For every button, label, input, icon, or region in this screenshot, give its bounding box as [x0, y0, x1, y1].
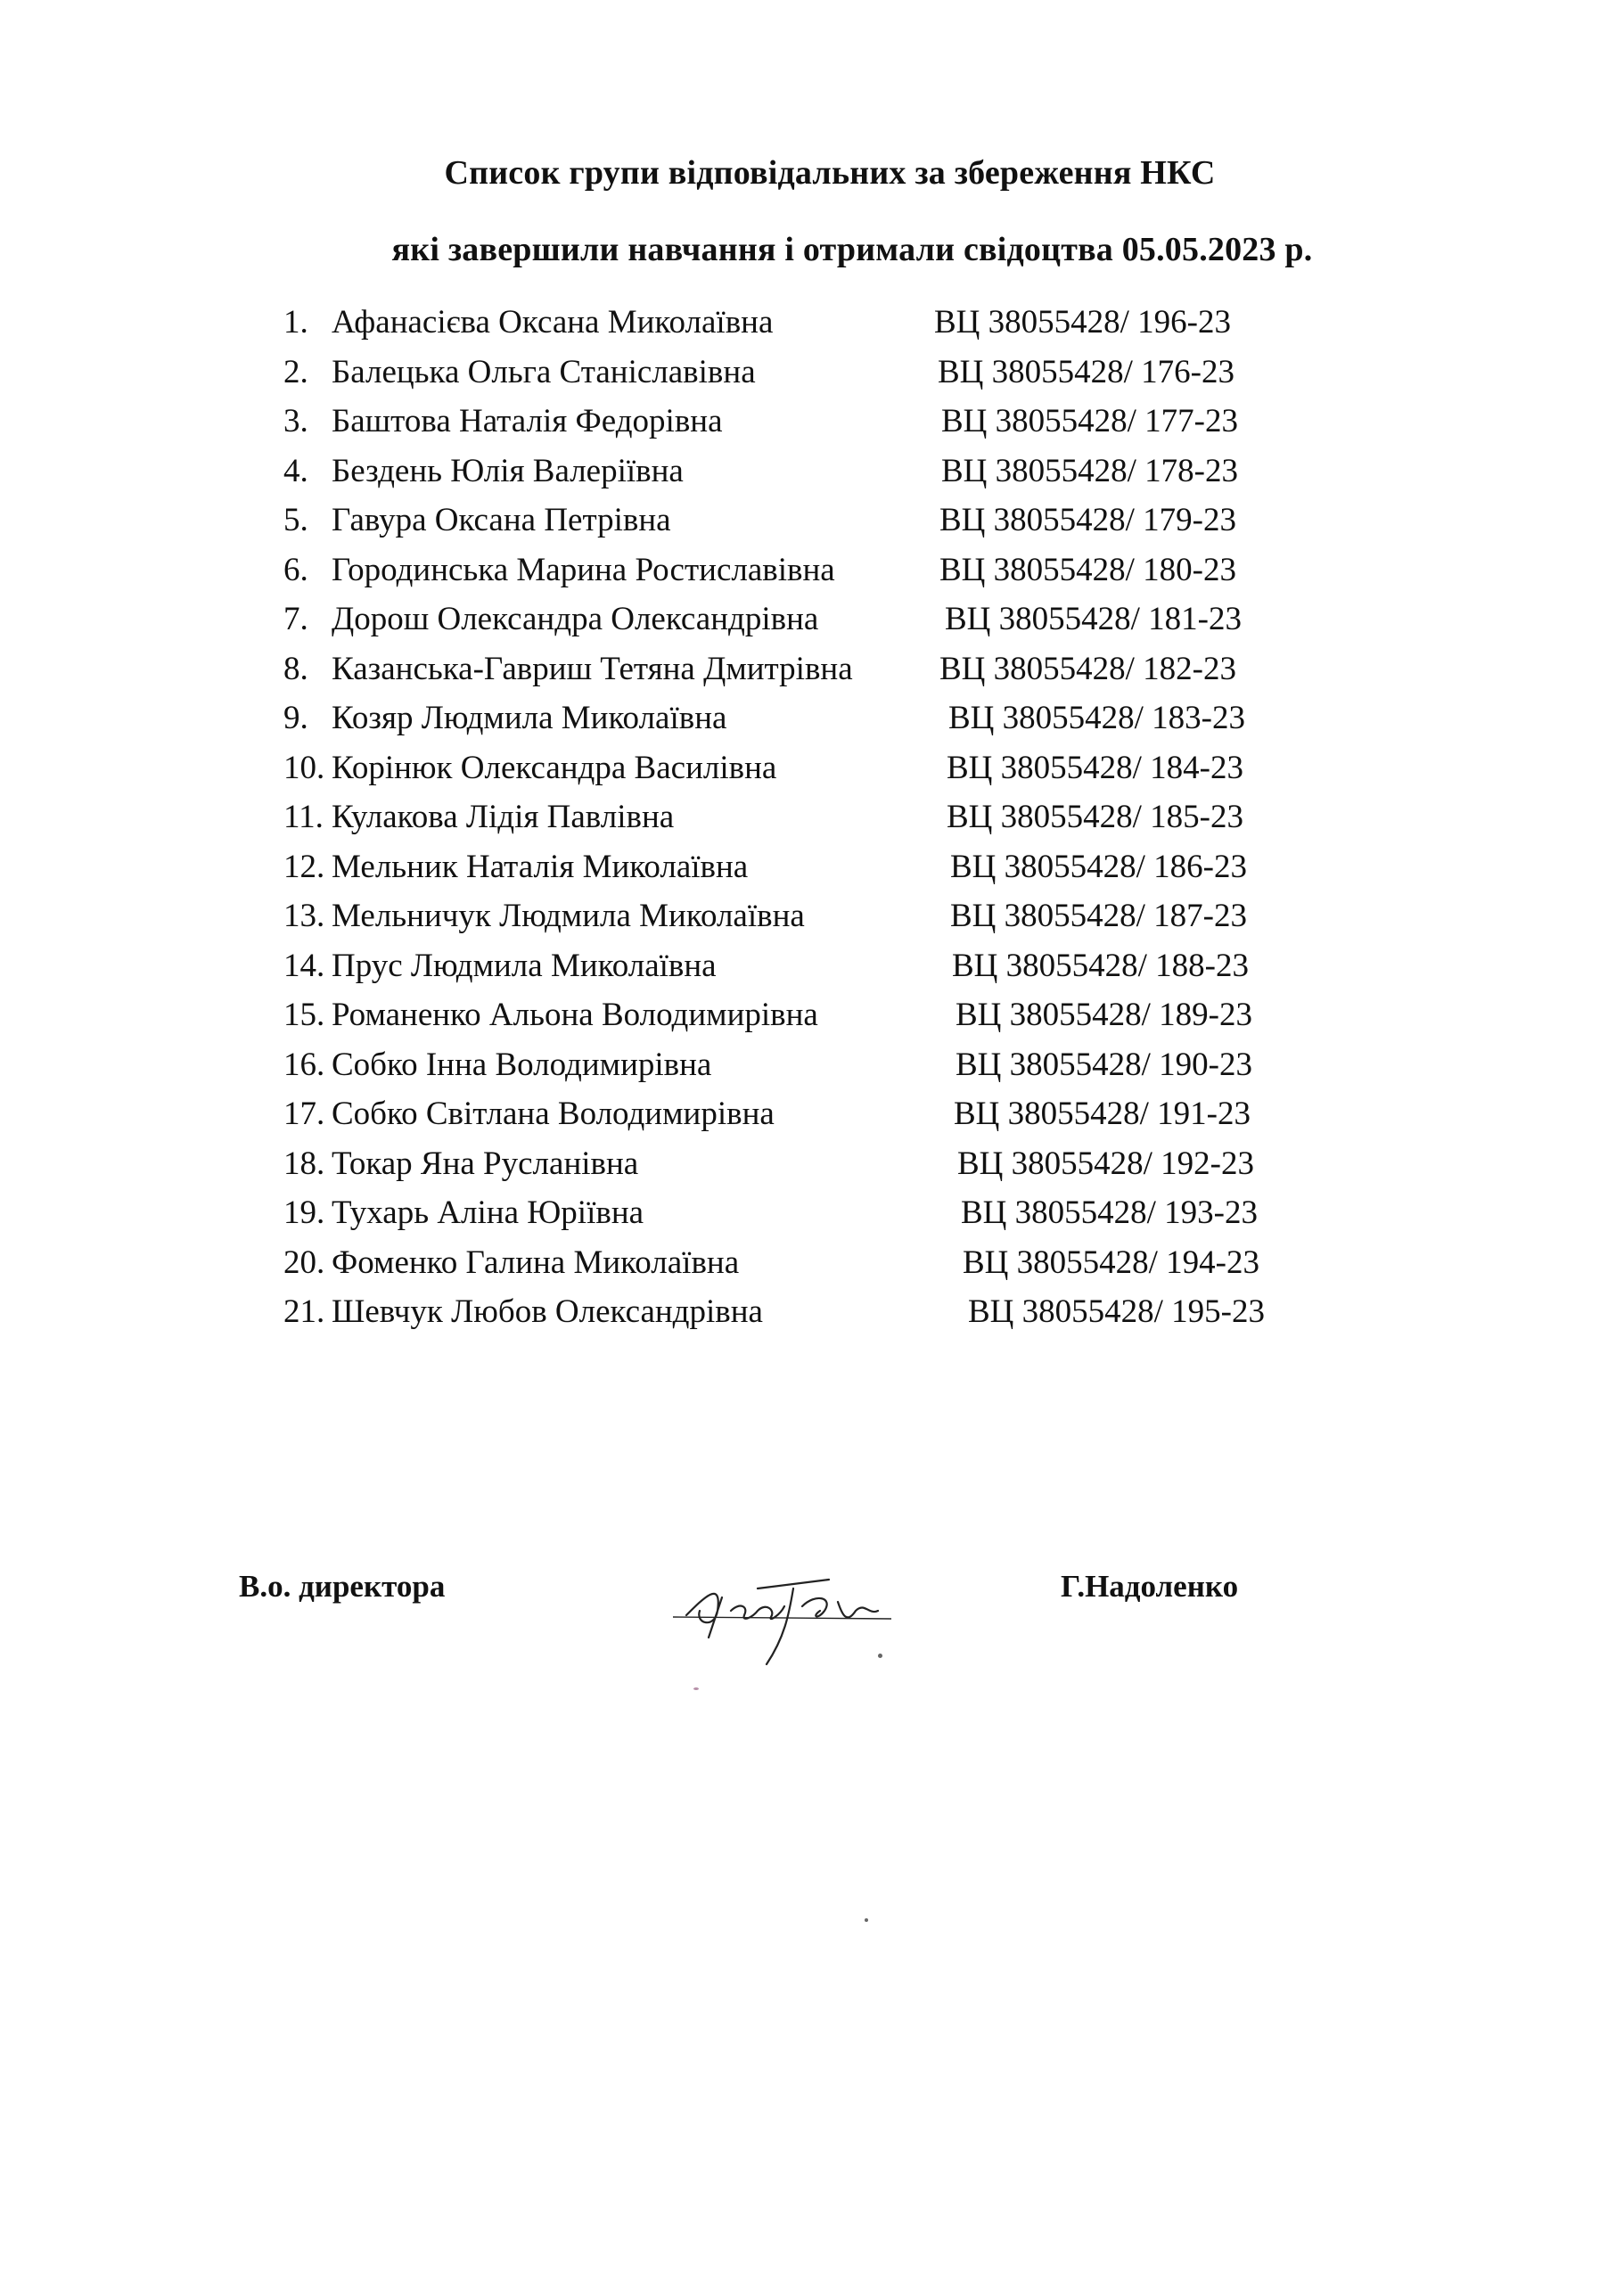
document-subtitle: які завершили навчання і отримали свідоцтва 05.05.2023 р.	[391, 231, 1313, 268]
handwritten-signature	[668, 1562, 900, 1678]
participant-name: Козяр Людмила Миколаївна	[332, 700, 727, 736]
certificate-number: ВЦ 38055428/ 185-23	[947, 799, 1243, 835]
list-item	[0, 1145, 1624, 1194]
certificate-number: ВЦ 38055428/ 187-23	[950, 898, 1247, 934]
certificate-number: ВЦ 38055428/ 178-23	[941, 452, 1238, 489]
participant-name: Собко Інна Володимирівна	[332, 1046, 712, 1083]
item-number: 5.	[283, 502, 308, 538]
item-number: 16.	[283, 1046, 325, 1083]
participant-name: Городинська Марина Ростиславівна	[332, 551, 835, 588]
certificate-number: ВЦ 38055428/ 193-23	[961, 1194, 1258, 1231]
certificate-number: ВЦ 38055428/ 196-23	[934, 304, 1231, 341]
participant-name: Собко Світлана Володимирівна	[332, 1096, 775, 1132]
list-item	[0, 947, 1624, 997]
list-item	[0, 1095, 1624, 1145]
ink-speck	[865, 1918, 868, 1922]
certificate-number: ВЦ 38055428/ 186-23	[950, 848, 1247, 885]
participant-name: Токар Яна Русланівна	[332, 1145, 639, 1182]
item-number: 18.	[283, 1145, 325, 1182]
participant-name: Афанасієва Оксана Миколаївна	[332, 304, 774, 341]
item-number: 13.	[283, 898, 325, 934]
participant-name: Дорош Олександра Олександрівна	[332, 601, 819, 637]
item-number: 2.	[283, 353, 308, 390]
participant-name: Тухарь Аліна Юріївна	[332, 1194, 644, 1231]
ink-speck	[693, 1687, 699, 1690]
participant-name: Баштова Наталія Федорівна	[332, 403, 723, 439]
list-item	[0, 1293, 1624, 1342]
item-number: 7.	[283, 601, 308, 637]
list-item	[0, 699, 1624, 749]
participant-name: Гавура Оксана Петрівна	[332, 502, 671, 538]
signatory-name: Г.Надоленко	[1061, 1569, 1239, 1604]
participant-name: Кулакова Лідія Павлівна	[332, 799, 675, 835]
list-item	[0, 798, 1624, 848]
certificate-number: ВЦ 38055428/ 194-23	[963, 1244, 1259, 1281]
list-item	[0, 303, 1624, 353]
list-item	[0, 1194, 1624, 1244]
list-item	[0, 452, 1624, 502]
item-number: 10.	[283, 749, 325, 786]
list-item	[0, 897, 1624, 947]
participant-name: Мельничук Людмила Миколаївна	[332, 898, 805, 934]
list-item	[0, 1046, 1624, 1096]
certificate-number: ВЦ 38055428/ 195-23	[968, 1293, 1265, 1330]
item-number: 15.	[283, 997, 325, 1033]
participant-name: Казанська-Гавриш Тетяна Дмитрівна	[332, 650, 853, 687]
certificate-number: ВЦ 38055428/ 192-23	[957, 1145, 1254, 1182]
participant-name: Прус Людмила Миколаївна	[332, 947, 717, 984]
item-number: 11.	[283, 799, 324, 835]
list-item	[0, 551, 1624, 601]
list-item	[0, 501, 1624, 551]
participant-name: Бездень Юлія Валеріївна	[332, 452, 684, 489]
participant-name: Шевчук Любов Олександрівна	[332, 1293, 763, 1330]
participant-name: Фоменко Галина Миколаївна	[332, 1244, 740, 1281]
item-number: 6.	[283, 551, 308, 588]
list-item	[0, 996, 1624, 1046]
list-item	[0, 600, 1624, 650]
signatory-role: В.о. директора	[239, 1569, 446, 1604]
certificate-number: ВЦ 38055428/ 189-23	[956, 997, 1252, 1033]
item-number: 14.	[283, 947, 325, 984]
item-number: 4.	[283, 452, 308, 489]
certificate-number: ВЦ 38055428/ 182-23	[939, 650, 1236, 687]
certificate-number: ВЦ 38055428/ 176-23	[938, 353, 1234, 390]
participant-name: Корінюк Олександра Василівна	[332, 749, 777, 786]
participant-name: Балецька Ольга Станіславівна	[332, 353, 756, 390]
list-item	[0, 402, 1624, 452]
list-item	[0, 650, 1624, 700]
list-item	[0, 353, 1624, 403]
certificate-number: ВЦ 38055428/ 177-23	[941, 403, 1238, 439]
list-item	[0, 848, 1624, 898]
certificate-number: ВЦ 38055428/ 179-23	[939, 502, 1236, 538]
certificate-number: ВЦ 38055428/ 180-23	[939, 551, 1236, 588]
item-number: 20.	[283, 1244, 325, 1281]
item-number: 21.	[283, 1293, 325, 1330]
item-number: 8.	[283, 650, 308, 687]
list-item	[0, 1244, 1624, 1293]
item-number: 17.	[283, 1096, 325, 1132]
certificate-number: ВЦ 38055428/ 183-23	[948, 700, 1245, 736]
ink-speck	[878, 1654, 882, 1658]
certificate-number: ВЦ 38055428/ 190-23	[956, 1046, 1252, 1083]
item-number: 12.	[283, 848, 325, 885]
participant-name: Романенко Альона Володимирівна	[332, 997, 818, 1033]
participant-name: Мельник Наталія Миколаївна	[332, 848, 749, 885]
certificate-number: ВЦ 38055428/ 188-23	[952, 947, 1249, 984]
item-number: 3.	[283, 403, 308, 439]
certificate-number: ВЦ 38055428/ 191-23	[954, 1096, 1251, 1132]
list-item	[0, 749, 1624, 799]
document-title: Список групи відповідальних за збереження НКС	[444, 154, 1216, 192]
certificate-number: ВЦ 38055428/ 184-23	[947, 749, 1243, 786]
item-number: 19.	[283, 1194, 325, 1231]
item-number: 1.	[283, 304, 308, 341]
item-number: 9.	[283, 700, 308, 736]
certificate-number: ВЦ 38055428/ 181-23	[945, 601, 1242, 637]
